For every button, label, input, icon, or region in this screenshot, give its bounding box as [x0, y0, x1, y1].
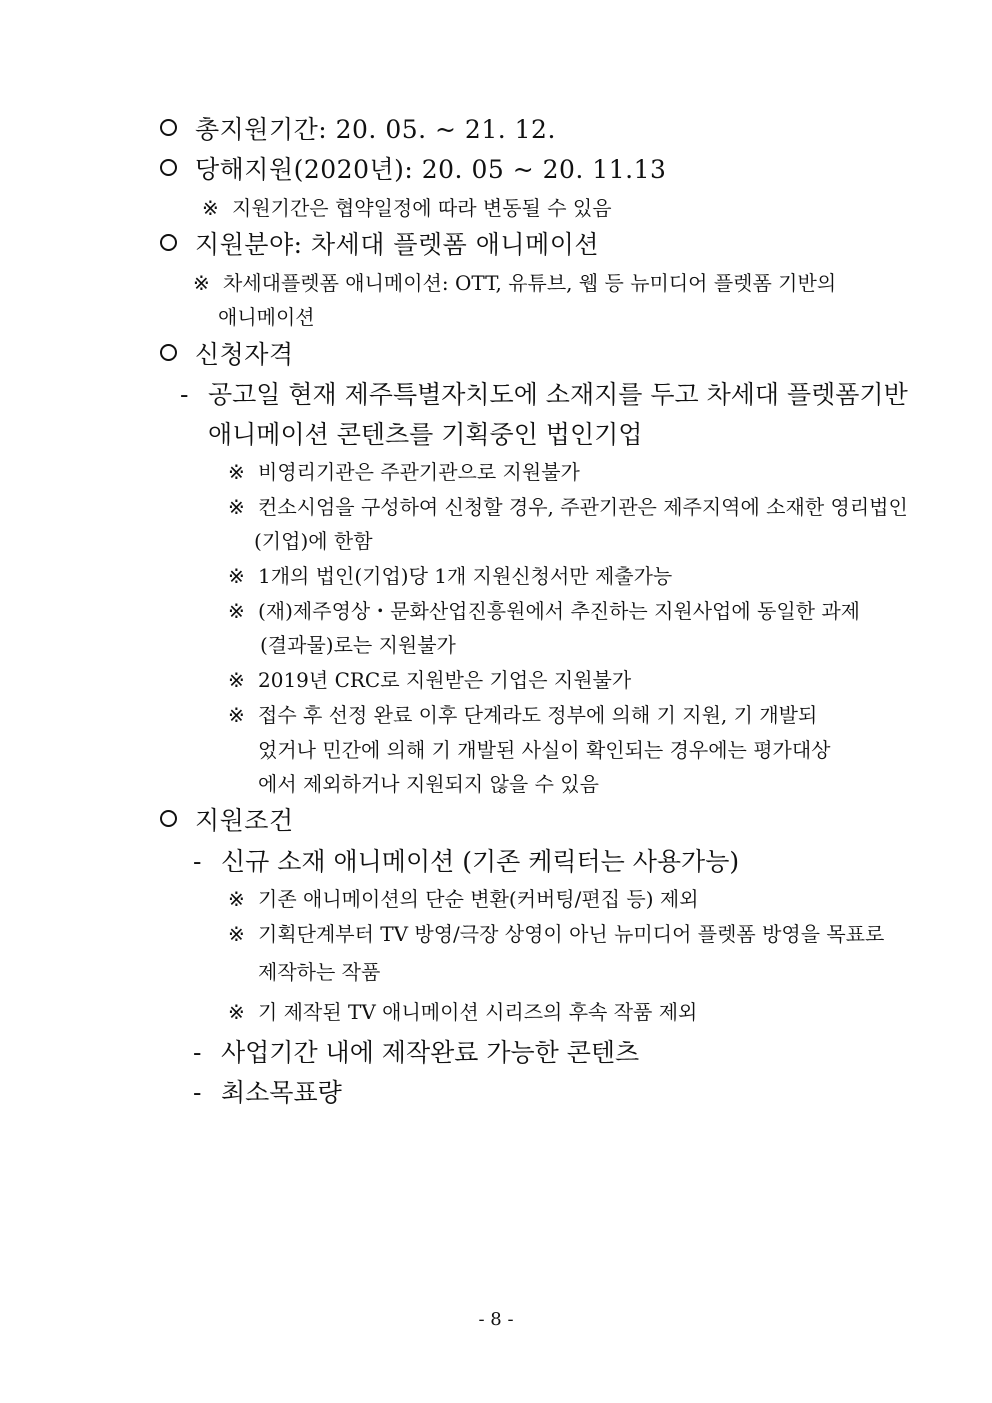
note-eligibility-2a: ※ 컨소시엄을 구성하여 신청할 경우, 주관기관은 제주지역에 소재한 영리법인	[228, 492, 908, 522]
note-eligibility-1: ※ 비영리기관은 주관기관으로 지원불가	[228, 457, 580, 487]
note-conditions-2a: ※ 기획단계부터 TV 방영/극장 상영이 아닌 뉴미디어 플렛폼 방영을 목표로	[228, 919, 884, 949]
note-mark: ※	[228, 668, 245, 692]
dash-mark: -	[180, 380, 189, 409]
note-eligibility-6a: ※ 접수 후 선정 완료 이후 단계라도 정부에 의해 기 지원, 기 개발되	[228, 700, 817, 730]
page-number: - 8 -	[478, 1309, 514, 1330]
bullet-eligibility: 신청자격	[160, 338, 294, 372]
note-mark: ※	[228, 495, 245, 519]
note-mark: ※	[228, 460, 245, 484]
bullet-conditions: 지원조건	[160, 804, 294, 838]
circle-bullet-icon	[160, 810, 177, 827]
note-eligibility-3: ※ 1개의 법인(기업)당 1개 지원신청서만 제출가능	[228, 561, 672, 591]
note-eligibility-4b: (결과물)로는 지원불가	[260, 633, 456, 657]
eligibility-item-2: 애니메이션 콘텐츠를 기획중인 법인기업	[208, 420, 643, 449]
note-eligibility-5: ※ 2019년 CRC로 지원받은 기업은 지원불가	[228, 665, 631, 695]
eligibility-item-1: - 공고일 현재 제주특별자치도에 소재지를 두고 차세대 플렛폼기반	[180, 378, 908, 412]
note-mark: ※	[228, 703, 245, 727]
note-eligibility-2b: (기업)에 한함	[254, 529, 373, 553]
note-period: ※ 지원기간은 협약일정에 따라 변동될 수 있음	[202, 193, 612, 223]
note-mark: ※	[228, 1000, 245, 1024]
conditions-item-2: - 사업기간 내에 제작완료 가능한 콘텐츠	[193, 1036, 639, 1070]
conditions-item-3: - 최소목표량	[193, 1076, 342, 1110]
bullet-total-period: 총지원기간: 20. 05. ~ 21. 12.	[160, 113, 556, 147]
note-mark: ※	[193, 271, 210, 295]
note-eligibility-6b: 었거나 민간에 의해 기 개발된 사실이 확인되는 경우에는 평가대상	[258, 738, 831, 762]
conditions-item-1: - 신규 소재 애니메이션 (기존 케릭터는 사용가능)	[193, 845, 739, 879]
circle-bullet-icon	[160, 159, 177, 176]
note-mark: ※	[228, 564, 245, 588]
dash-mark: -	[193, 847, 202, 876]
note-conditions-1: ※ 기존 애니메이션의 단순 변환(커버팅/편집 등) 제외	[228, 884, 699, 914]
note-field-2: 애니메이션	[218, 305, 315, 329]
circle-bullet-icon	[160, 119, 177, 136]
circle-bullet-icon	[160, 234, 177, 251]
bullet-support-field: 지원분야: 차세대 플렛폼 애니메이션	[160, 228, 599, 262]
note-eligibility-6c: 에서 제외하거나 지원되지 않을 수 있음	[258, 772, 599, 796]
note-field-1: ※ 차세대플렛폼 애니메이션: OTT, 유튜브, 웹 등 뉴미디어 플렛폼 기반의	[193, 268, 836, 298]
note-mark: ※	[228, 922, 245, 946]
dash-mark: -	[193, 1078, 202, 1107]
note-mark: ※	[202, 196, 219, 220]
circle-bullet-icon	[160, 344, 177, 361]
note-conditions-2b: 제작하는 작품	[258, 960, 381, 984]
dash-mark: -	[193, 1038, 202, 1067]
note-mark: ※	[228, 599, 245, 623]
note-conditions-3: ※ 기 제작된 TV 애니메이션 시리즈의 후속 작품 제외	[228, 997, 697, 1027]
note-eligibility-4a: ※ (재)제주영상・문화산업진흥원에서 추진하는 지원사업에 동일한 과제	[228, 596, 860, 626]
note-mark: ※	[228, 887, 245, 911]
bullet-current-period: 당해지원(2020년): 20. 05 ~ 20. 11.13	[160, 153, 666, 187]
